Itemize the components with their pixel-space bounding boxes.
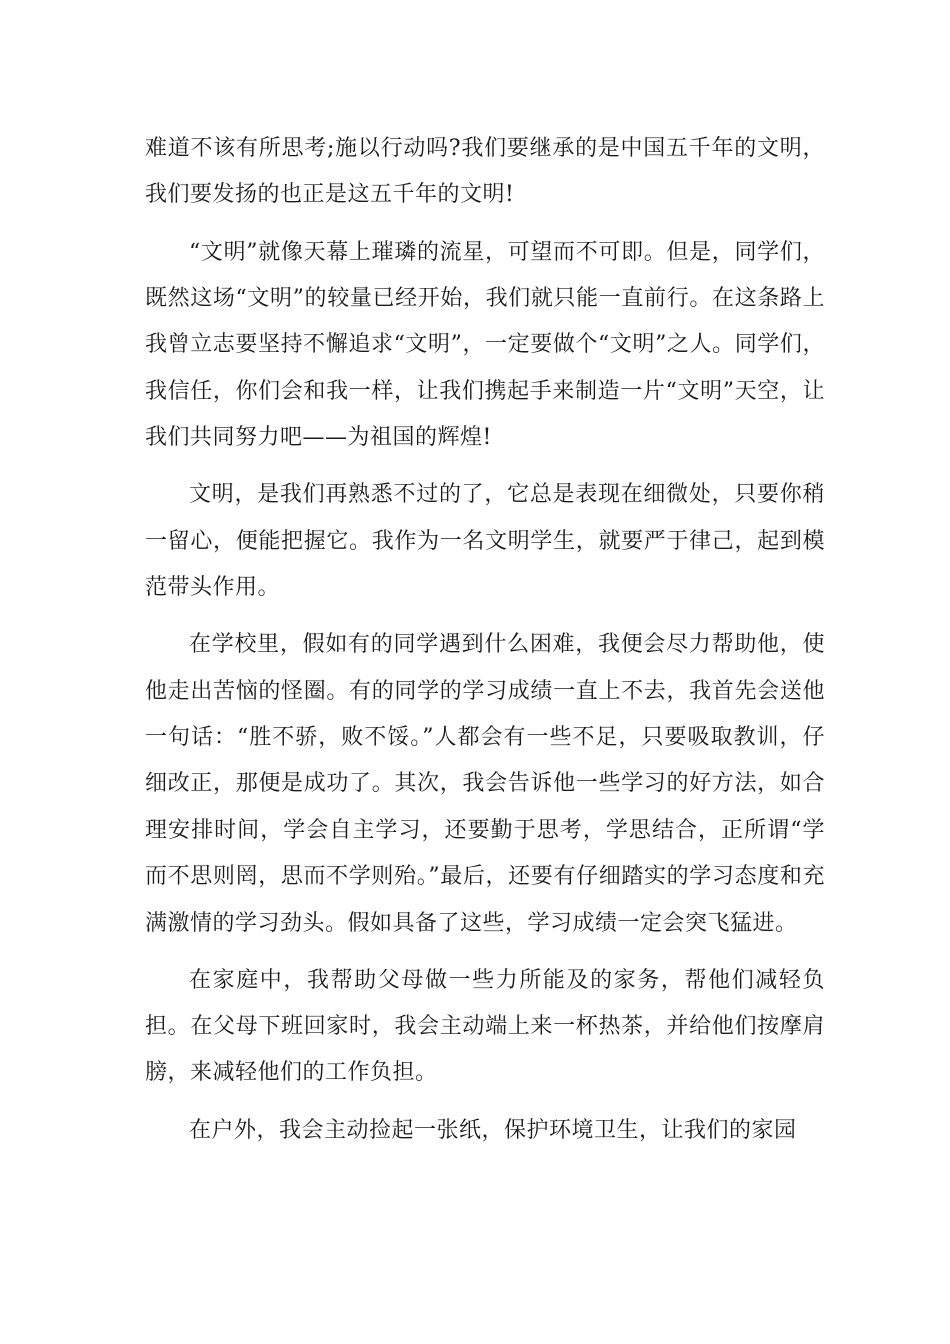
paragraph-1: 难道不该有所思考;施以行动吗?我们要继承的是中国五千年的文明，我们要发扬的也正是这五千年的文明! xyxy=(145,136,825,208)
paragraph-2: “文明”就像天幕上璀璘的流星，可望而不可即。但是，同学们，既然这场“文明”的较量已经开始，我们就只能一直前行。在这条路上我曾立志要坚持不懈追求“文明”，一定要做个“文明”之人。同学们，我信任，你们会和我一样，让我们携起手来制造一片“文明”天空，让我们共同努力吧——为祖国的辉煌! xyxy=(145,239,825,451)
paragraph-4: 在学校里，假如有的同学遇到什么困难，我便会尽力帮助他，使他走出苦恼的怪圈。有的同学的学习成绩一直上不去，我首先会送他一句话：“胜不骄，败不馁。”人都会有一些不足，只要吸取教训，仔细改正，那便是成功了。其次，我会告诉他一些学习的好方法，如合理安排时间，学会自主学习，还要勤于思考，学思结合，正所谓“学而不思则罔，思而不学则殆。”最后，还要有仔细踏实的学习态度和充满激情的学习劲头。假如具备了这些，学习成绩一定会突飞猛进。 xyxy=(145,632,825,936)
paragraph-6: 在户外，我会主动捡起一张纸，保护环境卫生，让我们的家园 xyxy=(189,1117,797,1143)
paragraph-3: 文明，是我们再熟悉不过的了，它总是表现在细微处，只要你稍一留心，便能把握它。我作为一名文明学生，就要严于律己，起到模范带头作用。 xyxy=(145,482,825,601)
paragraph-5: 在家庭中，我帮助父母做一些力所能及的家务，帮他们减轻负担。在父母下班回家时，我会主动端上来一杯热茶，并给他们按摩肩膀，来减轻他们的工作负担。 xyxy=(145,967,825,1086)
document-body xyxy=(145,126,825,1165)
